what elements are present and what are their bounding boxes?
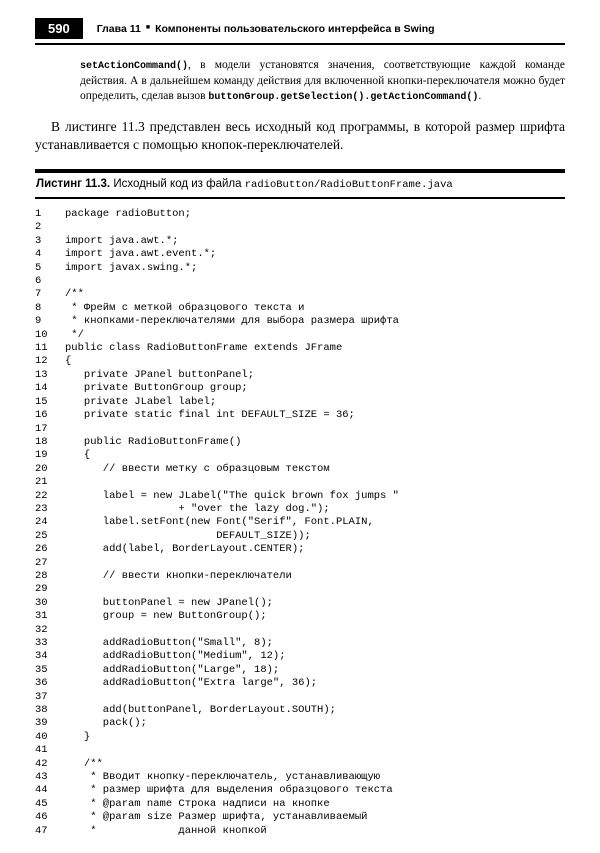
line-number: 7 — [35, 288, 42, 301]
inline-code-set-action-command: setActionCommand() — [80, 61, 189, 72]
line-number: 31 — [35, 610, 48, 623]
chapter-name: Компоненты пользовательского интерфейса в Swing — [155, 22, 435, 35]
code-line — [35, 329, 565, 342]
line-number: 23 — [35, 502, 48, 515]
line-number: 6 — [35, 275, 42, 288]
code-line — [35, 248, 565, 261]
code-line — [35, 449, 565, 462]
line-code: addRadioButton("Extra large", 36); — [65, 677, 318, 690]
line-number: 24 — [35, 516, 48, 529]
code-line — [35, 382, 565, 395]
line-number: 10 — [35, 328, 48, 341]
line-code: // ввести метку с образцовым текстом — [65, 462, 330, 475]
line-number: 41 — [35, 744, 48, 757]
line-number: 17 — [35, 422, 48, 435]
chapter-label: Глава 11 — [96, 22, 141, 35]
line-number: 22 — [35, 489, 48, 502]
page-number-box — [35, 18, 83, 39]
code-line — [35, 704, 565, 717]
code-line — [35, 650, 565, 663]
code-line — [35, 744, 565, 757]
line-code: import javax.swing.*; — [65, 261, 198, 274]
code-line — [35, 355, 565, 368]
line-code: private ButtonGroup group; — [65, 382, 248, 395]
header-rule — [35, 43, 565, 45]
line-code: public RadioButtonFrame() — [65, 435, 242, 448]
code-listing — [35, 208, 565, 838]
line-code: label.setFont(new Font("Serif", Font.PLAIN, — [65, 516, 374, 529]
code-line — [35, 369, 565, 382]
code-line — [35, 798, 565, 811]
line-number: 8 — [35, 301, 42, 314]
line-number: 26 — [35, 543, 48, 556]
line-number: 30 — [35, 596, 48, 609]
line-code: * Фрейм с меткой образцового текста и — [65, 301, 305, 314]
line-number: 37 — [35, 690, 48, 703]
code-line — [35, 731, 565, 744]
line-code: + "over the lazy dog."); — [65, 502, 330, 515]
line-number: 44 — [35, 784, 48, 797]
line-code: private static final int DEFAULT_SIZE = 36; — [65, 409, 355, 422]
line-code — [65, 557, 565, 570]
line-code: private JLabel label; — [65, 395, 217, 408]
code-line — [35, 570, 565, 583]
line-code: buttonPanel = new JPanel(); — [65, 596, 273, 609]
line-code — [65, 744, 565, 757]
line-number: 20 — [35, 462, 48, 475]
line-code — [65, 275, 565, 288]
code-line — [35, 275, 565, 288]
line-number: 33 — [35, 637, 48, 649]
line-number: 2 — [35, 221, 42, 234]
code-line — [35, 490, 565, 503]
line-code — [65, 423, 565, 436]
line-code: * размер шрифта для выделения образцового текста — [65, 784, 393, 797]
page-number: 590 — [48, 21, 70, 36]
code-line — [35, 315, 565, 328]
code-line — [35, 771, 565, 784]
line-number: 29 — [35, 583, 48, 596]
inline-code-get-action-command: buttonGroup.getSelection().getActionCommand() — [208, 92, 479, 103]
line-number: 5 — [35, 261, 42, 274]
line-code: * кнопками-переключателями для выбора размера шрифта — [65, 315, 399, 328]
note-text-2: . — [478, 90, 482, 102]
line-code: addRadioButton("Small", 8); — [65, 637, 273, 649]
line-code: add(label, BorderLayout.CENTER); — [65, 543, 305, 556]
line-code: pack(); — [65, 717, 147, 730]
line-code: add(buttonPanel, BorderLayout.SOUTH); — [65, 704, 336, 717]
line-number: 9 — [35, 315, 42, 328]
code-line — [35, 342, 565, 355]
code-line — [35, 717, 565, 730]
note-paragraph — [80, 58, 565, 105]
code-line — [35, 610, 565, 623]
code-line — [35, 784, 565, 797]
line-code: DEFAULT_SIZE)); — [65, 529, 311, 542]
line-number: 15 — [35, 395, 48, 408]
code-line — [35, 583, 565, 596]
code-line — [35, 396, 565, 409]
code-line — [35, 637, 565, 650]
code-line — [35, 758, 565, 771]
code-line — [35, 516, 565, 529]
line-code: public class RadioButtonFrame extends JFrame — [65, 342, 343, 355]
line-code: } — [65, 730, 91, 743]
line-number: 21 — [35, 476, 48, 489]
code-line — [35, 288, 565, 301]
code-line — [35, 825, 565, 838]
line-number: 32 — [35, 623, 48, 636]
listing-filename: radioButton/RadioButtonFrame.java — [244, 179, 453, 191]
line-code: { — [65, 355, 72, 368]
line-code: * данной кнопкой — [65, 824, 267, 837]
line-code: * @param size Размер шрифта, устанавливаемый — [65, 811, 368, 824]
line-code: import java.awt.*; — [65, 234, 179, 247]
line-code: addRadioButton("Large", 18); — [65, 663, 280, 676]
code-line — [35, 262, 565, 275]
code-line — [35, 691, 565, 704]
line-code — [65, 583, 565, 596]
line-code — [65, 624, 565, 637]
line-number: 18 — [35, 435, 48, 448]
line-code — [65, 221, 565, 234]
code-line — [35, 409, 565, 422]
line-number: 45 — [35, 797, 48, 810]
line-code: { — [65, 449, 91, 462]
line-code: import java.awt.event.*; — [65, 248, 217, 261]
line-code — [65, 476, 565, 489]
listing-header — [35, 169, 565, 199]
code-line — [35, 302, 565, 315]
line-number: 34 — [35, 650, 48, 663]
code-line — [35, 463, 565, 476]
line-code: * @param name Строка надписи на кнопке — [65, 797, 330, 810]
line-code: addRadioButton("Medium", 12); — [65, 650, 286, 663]
code-line — [35, 503, 565, 516]
line-code: * Вводит кнопку-переключатель, устанавливающую — [65, 771, 381, 784]
note-text-1: , в модели установятся значения, соответствующие каждой команде действия. А в дальнейшем команду действия для включенной кнопки-переключателя можно будет определить, сделав вызов — [80, 59, 565, 102]
line-number: 14 — [35, 382, 48, 395]
line-number: 28 — [35, 569, 48, 582]
line-number: 39 — [35, 717, 48, 730]
line-number: 1 — [35, 208, 42, 220]
code-line — [35, 557, 565, 570]
line-code: // ввести кнопки-переключатели — [65, 569, 292, 582]
line-code: /** — [65, 288, 84, 301]
line-number: 11 — [35, 342, 48, 355]
line-number: 42 — [35, 757, 48, 770]
line-number: 13 — [35, 368, 48, 381]
line-code — [65, 691, 565, 704]
line-number: 43 — [35, 771, 48, 784]
listing-description: Исходный код из файла — [110, 178, 245, 190]
code-line — [35, 543, 565, 556]
line-number: 16 — [35, 409, 48, 422]
line-code: label = new JLabel("The quick brown fox jumps " — [65, 489, 399, 502]
line-number: 46 — [35, 811, 48, 824]
listing-label: Листинг 11.3. — [36, 178, 111, 190]
line-number: 35 — [35, 663, 48, 676]
code-line — [35, 235, 565, 248]
code-line — [35, 664, 565, 677]
line-number: 36 — [35, 677, 48, 690]
line-code: /** — [65, 757, 103, 770]
line-number: 47 — [35, 824, 48, 837]
line-number: 40 — [35, 730, 48, 743]
running-head — [97, 18, 435, 39]
line-number: 38 — [35, 704, 48, 717]
listing-rule-bottom — [35, 197, 565, 199]
code-line — [35, 208, 565, 221]
line-code: package radioButton; — [65, 208, 192, 220]
listing-title — [35, 173, 565, 197]
square-bullet-icon: ■ — [145, 24, 151, 31]
code-line — [35, 624, 565, 637]
code-line — [35, 530, 565, 543]
line-code: private JPanel buttonPanel; — [65, 368, 255, 381]
line-number: 25 — [35, 529, 48, 542]
line-code: group = new ButtonGroup(); — [65, 610, 267, 623]
code-line — [35, 436, 565, 449]
line-number: 3 — [35, 234, 42, 247]
line-code: */ — [65, 328, 84, 341]
code-line — [35, 677, 565, 690]
code-line — [35, 597, 565, 610]
line-number: 27 — [35, 556, 48, 569]
code-line — [35, 811, 565, 824]
code-line — [35, 423, 565, 436]
line-number: 4 — [35, 248, 42, 261]
code-line — [35, 221, 565, 234]
body-paragraph: В листинге 11.3 представлен весь исходный код программы, в которой размер шрифта устанавливается с помощью кнопок-переключателей. — [35, 119, 565, 152]
line-number: 12 — [35, 355, 48, 368]
code-line — [35, 476, 565, 489]
page-header — [35, 18, 565, 39]
line-number: 19 — [35, 449, 48, 462]
